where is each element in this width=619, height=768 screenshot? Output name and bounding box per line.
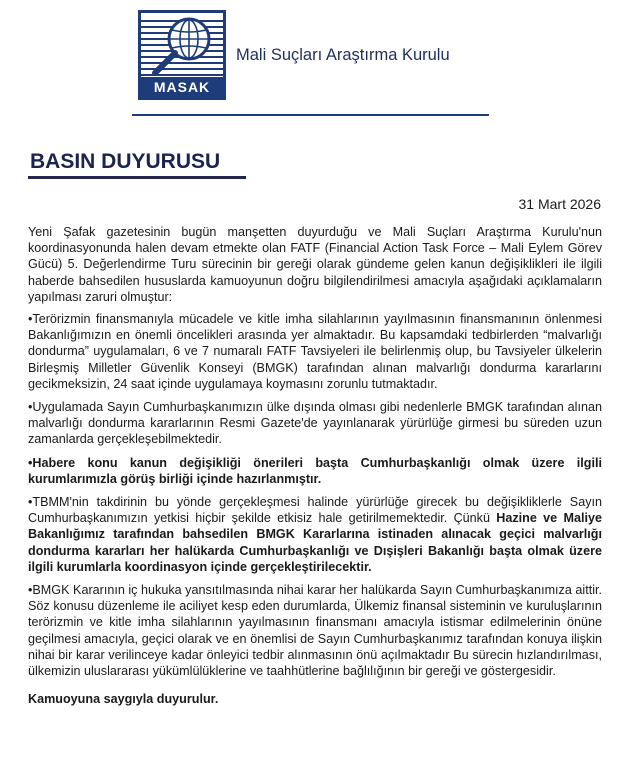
- globe-magnifier-icon: [141, 13, 223, 79]
- title-underline: [28, 176, 246, 179]
- document-date: 31 Mart 2026: [518, 196, 601, 212]
- bullet-paragraph-3: [28, 455, 602, 487]
- bold-text: •Habere konu kanun değişikliği önerileri başta Cumhurbaşkanlığı olmak üzere ilgili kurumlarımızla görüş birliği içinde hazırlanmıştır.: [28, 455, 602, 486]
- header-divider: [132, 114, 489, 116]
- closing-line: Kamuoyuna saygıyla duyurulur.: [28, 692, 219, 707]
- organization-name: Mali Suçları Araştırma Kurulu: [236, 46, 450, 64]
- masak-logo: [138, 10, 226, 100]
- letterhead: [0, 0, 619, 120]
- logo-text: MASAK: [141, 77, 223, 97]
- bullet-paragraph-5: •BMGK Kararının iç hukuka yansıtılmasında nihai karar her halükarda Sayın Cumhurbaşkanımıza aittir. Söz konusu düzenleme ile aciliyet kesp eden durumlarda, Ülkemiz finansal sisteminin ve kuruluşlarının terörizmin ve kitle imha silahlarının yayılmasının finansmanı amacıyla istismar edilmelerinin önüne geçilmesi amacıyla, geçici olarak ve en önemlisi de Sayın Cumhurbaşkanımız tarafından konuya ilişkin nihai bir karar verilinceye kadar önleyici tedbir alınmasının önü açılmaktadır Bu sürecin hızlandırılması, ülkemizin uluslararası yükümlülüklerine ve taahhütlerine bağlılığının bir gereği ve göstergesidir.: [28, 583, 602, 679]
- page-title: BASIN DUYURUSU: [30, 150, 221, 173]
- bullet-paragraph-4: [28, 494, 602, 575]
- intro-paragraph: Yeni Şafak gazetesinin bugün manşetten duyurduğu ve Mali Suçları Araştırma Kurulu'nun koordinasyonunda halen devam etmekte olan FATF (Financial Action Task Force – Mali Eylem Görev Gücü) 5. Değerlendirme Turu sürecinin bir gereği olarak gündeme gelen kanun değişiklikleri ile ilgili haberde bahsedilen hususlarda kamuoyunun doğru bilgilendirilmesi amacıyla aşağıdaki açıklamaların yapılması zaruri olmuştur:: [28, 225, 602, 304]
- paragraph-text: •TBMM'nin takdirinin bu yönde gerçekleşmesi halinde yürürlüğe girecek bu değişikliklerle Sayın Cumhurbaşkanımızın yetkisi hiçbir şekilde etkisiz hale getirilmemektedir. Çünkü: [28, 495, 602, 526]
- bullet-paragraph-2: •Uygulamada Sayın Cumhurbaşkanımızın ülke dışında olması gibi nedenlerle BMGK tarafından alınan malvarlığı dondurma kararlarının Resmi Gazete'de yayınlanarak yürürlüğe girmesi bu süreden uzun zamanlarda gerçekleşebilmektedir.: [28, 400, 602, 447]
- document-body: [28, 224, 602, 714]
- bold-text: Hazine ve Maliye Bakanlığımız tarafından bahsedilen BMGK Kararlarına istinaden alınacak geçici malvarlığı dondurma kararları her halükarda Cumhurbaşkanlığı ve Dışişleri Bakanlığı başta olmak üzere ilgili kurumlarla koordinasyon içinde gerçekleştirilecektir.: [28, 511, 602, 574]
- bullet-paragraph-1: •Terörizmin finansmanıyla mücadele ve kitle imha silahlarının yayılmasının finansmanının önlenmesi Bakanlığımızın en önemli öncelikleri arasında yer almaktadır. Bu kapsamdaki tedbirlerden “malvarlığı dondurma” uygulamaları, 6 ve 7 numaralı FATF Tavsiyeleri ile belirlenmiş olup, bu Tavsiyeler ülkelerin Birleşmiş Milletler Güvenlik Konseyi (BMGK) tarafından alınan malvarlığı dondurma kararlarını gecikmeksizin, 24 saat içinde uygulamaya koymasını zorunlu tutmaktadır.: [28, 312, 602, 391]
